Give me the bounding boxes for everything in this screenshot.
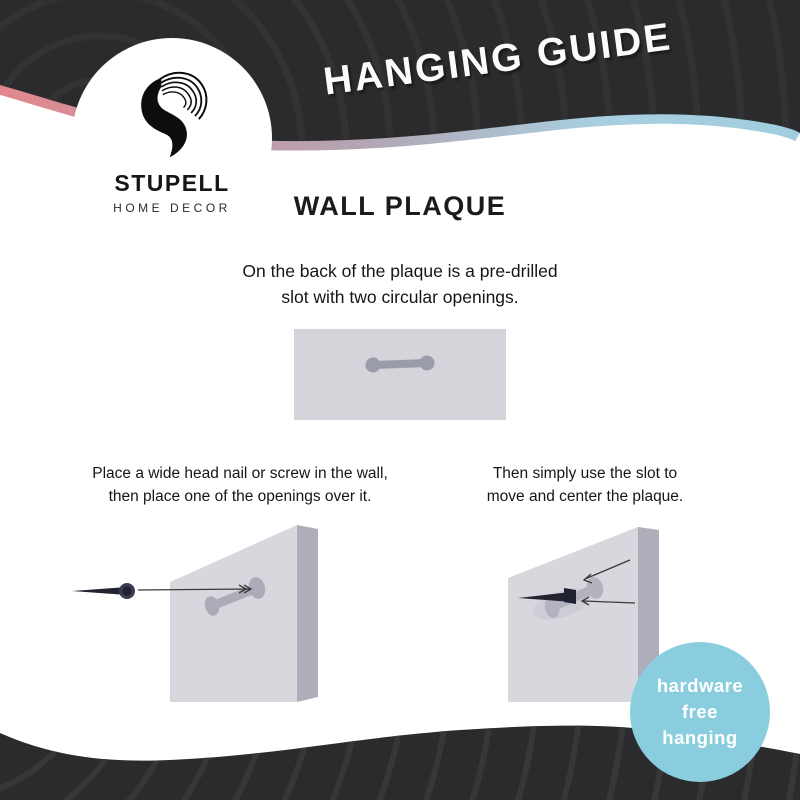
brand-tagline: HOME DECOR xyxy=(113,201,231,215)
step-right-line-1: Then simply use the slot to xyxy=(492,465,678,482)
wall-side xyxy=(297,525,318,702)
step-right-text xyxy=(430,462,740,509)
badge-line-1: hardware xyxy=(656,674,744,696)
badge-line-2: free xyxy=(682,700,718,722)
nail-wall-illustration xyxy=(60,520,380,715)
plaque-back-illustration xyxy=(294,329,506,420)
stupell-s-icon xyxy=(126,64,218,162)
step-left-text xyxy=(60,462,420,509)
step-left-line-2: then place one of the openings over it. xyxy=(108,488,372,506)
wall-face xyxy=(170,525,297,702)
intro-line-2: slot with two circular openings. xyxy=(281,287,519,308)
brand-name: STUPELL xyxy=(114,170,230,196)
intro-text xyxy=(0,258,800,311)
hardware-free-badge xyxy=(630,642,770,782)
brand-logo xyxy=(72,38,272,238)
step-left-line-1: Place a wide head nail or screw in the wall, xyxy=(92,465,388,482)
step-right-line-2: move and center the plaque. xyxy=(486,488,684,506)
page-title: HANGING GUIDE xyxy=(321,15,675,104)
badge-line-3: hanging xyxy=(662,727,738,749)
wide-head-nail-icon xyxy=(72,583,135,599)
wall-face xyxy=(508,527,638,702)
product-heading: WALL PLAQUE xyxy=(293,191,507,221)
intro-line-1: On the back of the plaque is a pre-drilled xyxy=(242,261,558,281)
